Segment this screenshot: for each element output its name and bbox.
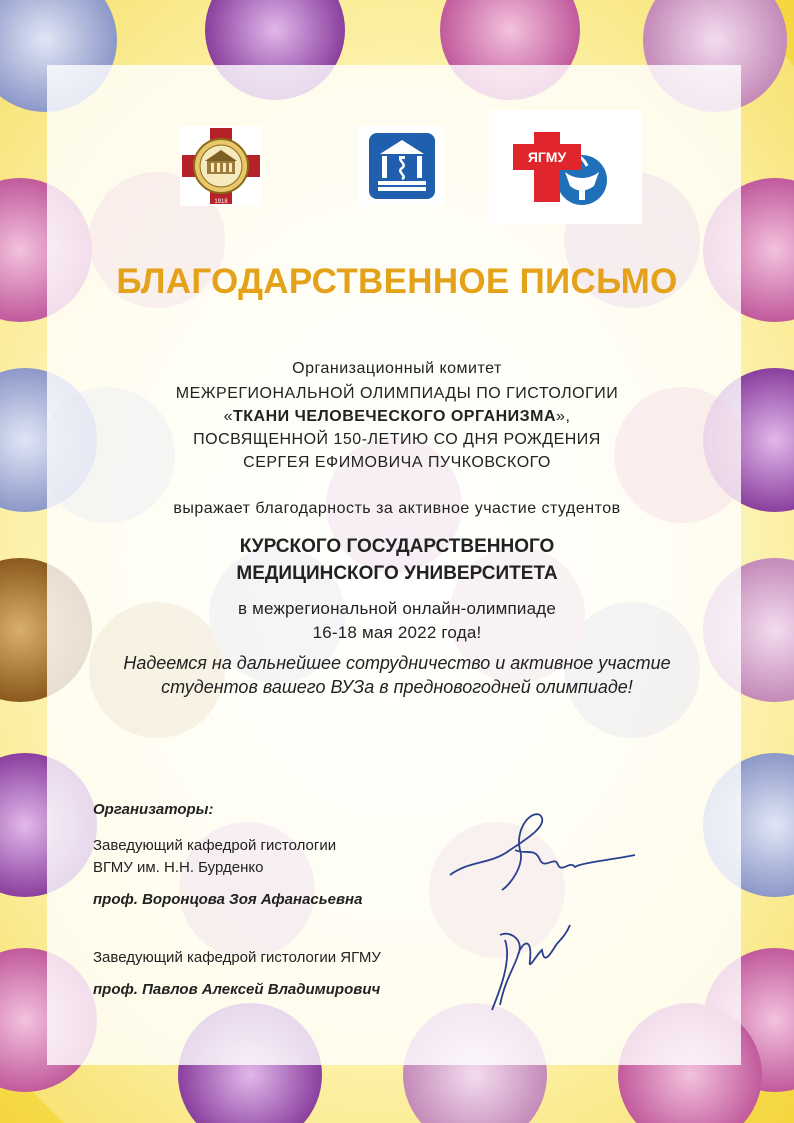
ygmu-logo-box bbox=[489, 110, 642, 224]
organizer1-name: проф. Воронцова Зоя Афанасьевна bbox=[93, 891, 363, 908]
committee-line-1: Организационный комитет bbox=[292, 360, 502, 377]
organizer1-position-2: ВГМУ им. Н.Н. Бурденко bbox=[93, 859, 264, 876]
organizer2-position: Заведующий кафедрой гистологии ЯГМУ bbox=[93, 949, 381, 966]
olympiad-emblem-icon bbox=[358, 126, 444, 206]
olympiad-logo bbox=[358, 126, 444, 206]
vsmu-emblem-icon bbox=[180, 126, 262, 206]
university-line-2: МЕДИЦИНСКОГО УНИВЕРСИТЕТА bbox=[236, 563, 558, 584]
olympiad-name: ТКАНИ ЧЕЛОВЕЧЕСКОГО ОРГАНИЗМА bbox=[233, 408, 557, 425]
committee-line-2: МЕЖРЕГИОНАЛЬНОЙ ОЛИМПИАДЫ ПО ГИСТОЛОГИИ bbox=[175, 385, 619, 402]
close-quote: », bbox=[556, 408, 571, 425]
organizers-heading: Организаторы: bbox=[93, 801, 214, 818]
open-quote: « bbox=[223, 408, 234, 425]
gratitude-text: выражает благодарность за активное участие студентов bbox=[173, 500, 621, 517]
vsmu-year: 1918 bbox=[214, 199, 228, 205]
committee-line-4: СЕРГЕЯ ЕФИМОВИЧА ПУЧКОВСКОГО bbox=[243, 454, 551, 471]
hope-line-1: Надеемся на дальнейшее сотрудничество и активное участие bbox=[123, 653, 671, 673]
event-line-2: 16-18 мая 2022 года! bbox=[312, 623, 482, 642]
hope-line-2: студентов вашего ВУЗа в предновогодней олимпиаде! bbox=[161, 677, 633, 697]
event-line-1: в межрегиональной онлайн-олимпиаде bbox=[237, 599, 557, 618]
committee-line-3: ПОСВЯЩЕННОЙ 150-ЛЕТИЮ СО ДНЯ РОЖДЕНИЯ bbox=[193, 431, 601, 448]
organizer1-position-1: Заведующий кафедрой гистологии bbox=[93, 837, 337, 854]
university-line-1: КУРСКОГО ГОСУДАРСТВЕННОГО bbox=[239, 536, 555, 557]
letter-title: БЛАГОДАРСТВЕННОЕ ПИСЬМО bbox=[116, 262, 678, 301]
ygmu-label: ЯГМУ bbox=[527, 149, 567, 165]
organizer2-name: проф. Павлов Алексей Владимирович bbox=[93, 981, 381, 998]
ygmu-logo-icon bbox=[489, 110, 642, 224]
signature-pavlov bbox=[470, 910, 580, 1020]
signature-vorontsova bbox=[440, 805, 640, 900]
olympiad-name-line bbox=[0, 408, 794, 426]
vsmu-logo bbox=[180, 126, 262, 206]
